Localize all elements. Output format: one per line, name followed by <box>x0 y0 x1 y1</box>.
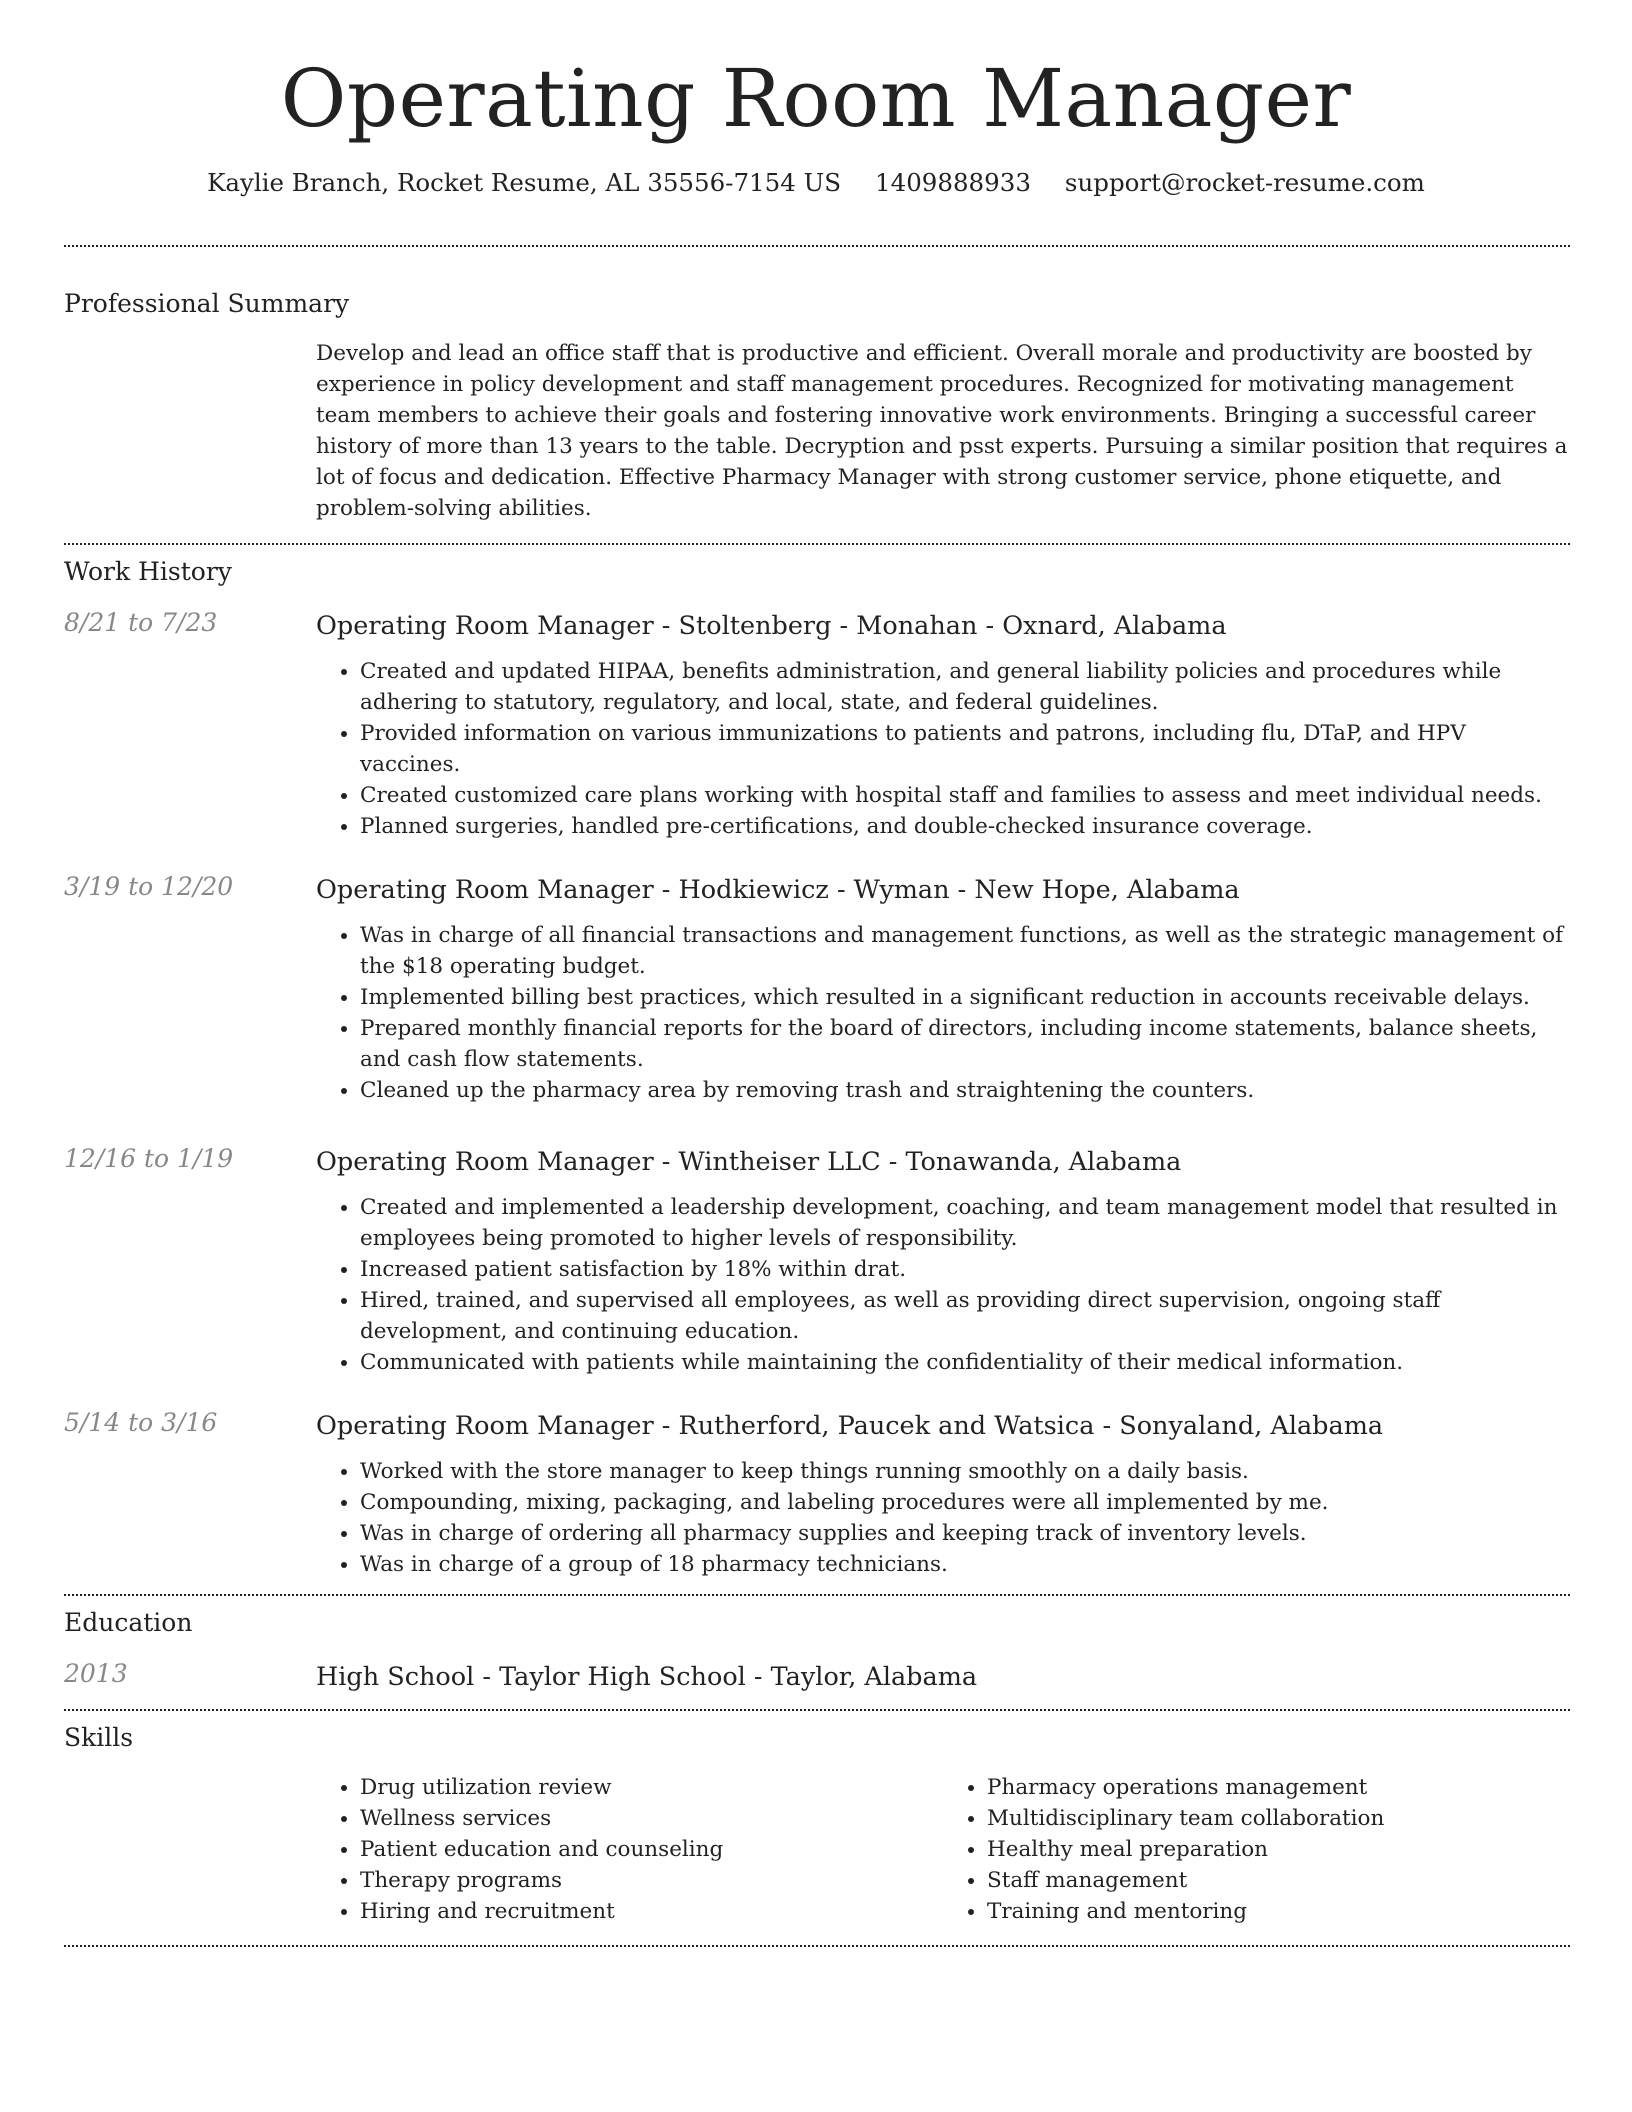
job-dates: 12/16 to 1/19 <box>64 1144 234 1173</box>
job-bullets <box>316 920 1570 1106</box>
contact-phone: 1409888933 <box>875 168 1031 197</box>
list-item: • Cleaned up the pharmacy area by removing trash and straightening the counters. <box>360 1075 1570 1106</box>
job-dates: 3/19 to 12/20 <box>64 872 234 901</box>
education-title: High School - Taylor High School - Taylor, Alabama <box>316 1662 978 1692</box>
job-bullets <box>316 656 1570 842</box>
contact-email: support@rocket-resume.com <box>1064 168 1425 197</box>
list-item: • Compounding, mixing, packaging, and labeling procedures were all implemented by me. <box>360 1487 1570 1518</box>
job-bullets <box>316 1192 1570 1378</box>
skills-heading: Skills <box>64 1723 134 1752</box>
skills-grid <box>316 1772 1570 1927</box>
list-item: • Prepared monthly financial reports for the board of directors, including income statements, balance sheets, and cash flow statements. <box>360 1013 1570 1075</box>
job-title: Operating Room Manager - Hodkiewicz - Wyman - New Hope, Alabama <box>316 875 1240 905</box>
skill-item: • Healthy meal preparation <box>987 1834 1570 1865</box>
skill-item: • Wellness services <box>360 1803 943 1834</box>
job-title: Operating Room Manager - Wintheiser LLC - Tonawanda, Alabama <box>316 1147 1182 1177</box>
job-bullets <box>316 1456 1570 1580</box>
list-item: • Created and updated HIPAA, benefits administration, and general liability policies and procedures while adhering to statutory, regulatory, and local, state, and federal guidelines. <box>360 656 1570 718</box>
list-item: • Worked with the store manager to keep things running smoothly on a daily basis. <box>360 1456 1570 1487</box>
skill-item: • Drug utilization review <box>360 1772 943 1803</box>
job-entry <box>0 1144 1632 1378</box>
list-item: • Hired, trained, and supervised all employees, as well as providing direct supervision, ongoing staff development, and continuing education. <box>360 1285 1570 1347</box>
list-item: • Was in charge of all financial transactions and management functions, as well as the strategic management of the $18 operating budget. <box>360 920 1570 982</box>
skill-item: • Multidisciplinary team collaboration <box>987 1803 1570 1834</box>
skill-item: • Patient education and counseling <box>360 1834 943 1865</box>
contact-line <box>0 168 1632 197</box>
list-item: • Increased patient satisfaction by 18% within drat. <box>360 1254 1570 1285</box>
job-dates: 8/21 to 7/23 <box>64 608 218 637</box>
list-item: • Implemented billing best practices, which resulted in a significant reduction in accounts receivable delays. <box>360 982 1570 1013</box>
list-item: • Communicated with patients while maintaining the confidentiality of their medical information. <box>360 1347 1570 1378</box>
skills-list-right <box>943 1772 1570 1927</box>
summary-text: Develop and lead an office staff that is productive and efficient. Overall morale and productivity are boosted by experience in policy development and staff management procedures. Recognized for motivating management team members to achieve their goals and fostering innovative work environments. Bringing a successful career history of more than 13 years to the table. Decryption and psst experts. Pursuing a similar position that requires a lot of focus and dedication. Effective Pharmacy Manager with strong customer service, phone etiquette, and problem-solving abilities. <box>316 341 1568 521</box>
skill-item: • Pharmacy operations management <box>987 1772 1570 1803</box>
list-item: • Planned surgeries, handled pre-certifications, and double-checked insurance coverage. <box>360 811 1570 842</box>
job-entry <box>0 1408 1632 1580</box>
summary-heading: Professional Summary <box>64 289 350 318</box>
skill-item: • Training and mentoring <box>987 1896 1570 1927</box>
job-entry <box>0 872 1632 1106</box>
education-entry <box>0 1659 1632 1695</box>
divider <box>64 1594 1570 1596</box>
list-item: • Created customized care plans working with hospital staff and families to assess and meet individual needs. <box>360 780 1570 811</box>
job-entry <box>0 608 1632 842</box>
list-item: • Was in charge of ordering all pharmacy supplies and keeping track of inventory levels. <box>360 1518 1570 1549</box>
education-dates: 2013 <box>64 1659 128 1688</box>
skill-item: • Hiring and recruitment <box>360 1896 943 1927</box>
skill-item: • Staff management <box>987 1865 1570 1896</box>
list-item: • Was in charge of a group of 18 pharmacy technicians. <box>360 1549 1570 1580</box>
job-title: Operating Room Manager - Stoltenberg - Monahan - Oxnard, Alabama <box>316 611 1227 641</box>
skill-item: • Therapy programs <box>360 1865 943 1896</box>
work-history-heading: Work History <box>64 557 232 586</box>
education-heading: Education <box>64 1608 193 1637</box>
resume-title: Operating Room Manager <box>280 52 1352 145</box>
job-dates: 5/14 to 3/16 <box>64 1408 218 1437</box>
list-item: • Provided information on various immunizations to patients and patrons, including flu, DTaP, and HPV vaccines. <box>360 718 1570 780</box>
divider <box>64 1709 1570 1711</box>
contact-address: Kaylie Branch, Rocket Resume, AL 35556-7154 US <box>207 168 842 197</box>
job-title: Operating Room Manager - Rutherford, Paucek and Watsica - Sonyaland, Alabama <box>316 1411 1384 1441</box>
list-item: • Created and implemented a leadership development, coaching, and team management model that resulted in employees being promoted to higher levels of responsibility. <box>360 1192 1570 1254</box>
divider <box>64 245 1570 247</box>
skills-list-left <box>316 1772 943 1927</box>
divider <box>64 543 1570 545</box>
divider <box>64 1945 1570 1947</box>
